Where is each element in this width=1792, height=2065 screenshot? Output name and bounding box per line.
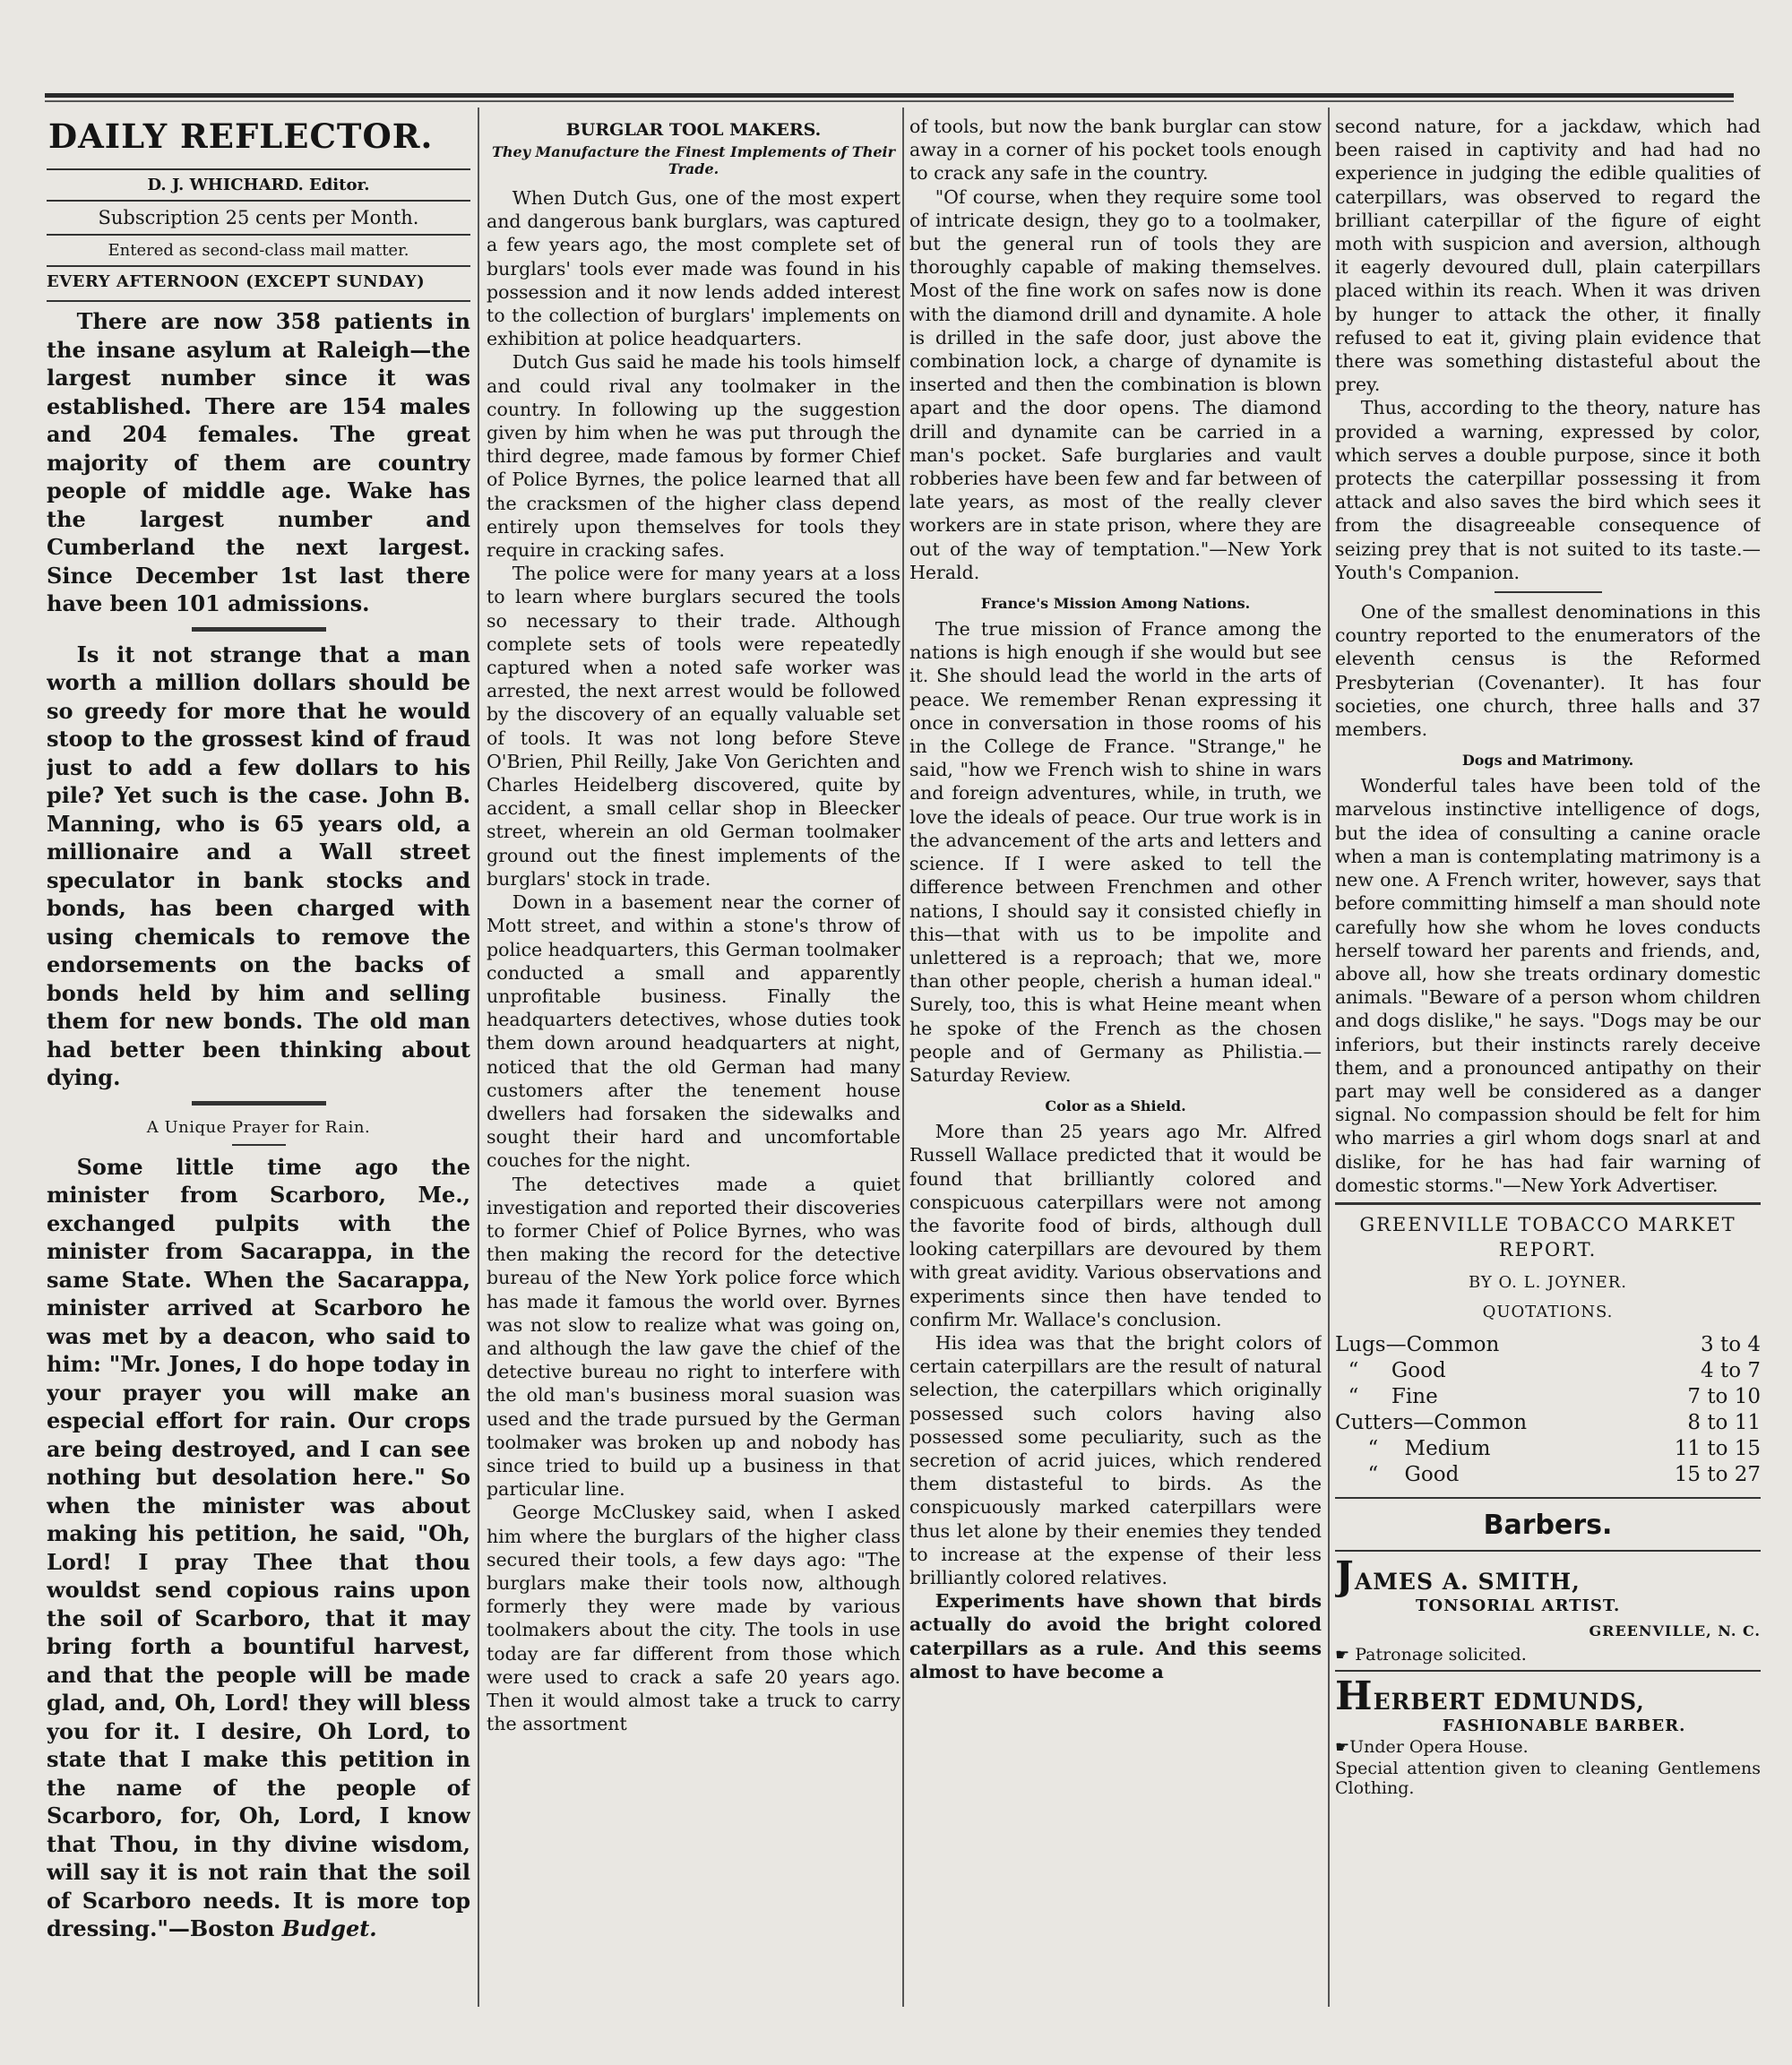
quotation-table: [1335, 1332, 1761, 1488]
prayer-paragraph: [47, 1153, 470, 1943]
quotation-row: [1335, 1462, 1761, 1488]
quotation-row: [1335, 1436, 1761, 1462]
pointing-hand-icon: ☛: [1335, 1645, 1350, 1665]
quotation-value: 3 to 4: [1701, 1332, 1761, 1356]
dogs-headline: Dogs and Matrimony.: [1461, 752, 1634, 770]
asylum-paragraph: There are now 358 patients in the insane asylum at Raleigh—the largest number since it was established. There are 154 males and 204 females. The great majority of them are country people of middle age. Wake has the largest number and Cumberland the next largest. Since December 1st last there have been 101 admissions.: [47, 308, 470, 616]
article-paragraph: of tools, but now the bank burglar can stow away in a corner of his pocket tools enough to crack any safe in the country.: [909, 116, 1322, 185]
prayer-text: Some little time ago the minister from Scarboro, Me., exchanged pulpits with the minister from Sacarappa, in the same State. When the Sacarappa, minister arrived at Scarboro he was met by a deacon, who said to him: "Mr. Jones, I do hope today in your prayer you will make an especial effort for rain. Our crops are being destroyed, and I can see nothing but desolation here." So when the minister was about making his petition, he said, "Oh, Lord! I pray Thee that thou wouldst send copious rains upon the soil of Scarboro, that it may bring forth a bountiful harvest, and that the people will be made glad, and, Oh, Lord! they will bless you for it. I desire, Oh Lord, to state that I make this petition in the name of the people of Scarboro, for, Oh, Lord, I know that Thou, in thy divine wisdom, will say it is not rain that the soil of Scarboro needs. It is more top dressing."—Boston: [47, 1153, 470, 1941]
divider: [47, 265, 470, 267]
column-divider: [478, 108, 479, 2007]
divider: [47, 200, 470, 202]
article-paragraph: Dutch Gus said he made his tools himself and could rival any toolmaker in the country. In following up the suggestion given by him when he was put through the third degree, made famous by former Chief of Police Byrnes, the police learned that all the cracksmen of the higher class depend entirely upon themselves for tools they require in cracking safes.: [487, 351, 900, 562]
masthead-entered: Entered as second-class mail matter.: [108, 241, 409, 260]
quotation-row: [1335, 1332, 1761, 1358]
prayer-headline: A Unique Prayer for Rain.: [146, 1117, 371, 1137]
color-headline: Color as a Shield.: [1045, 1097, 1186, 1115]
divider: [47, 234, 470, 236]
smith-note: [1335, 1645, 1761, 1665]
section-rule: [1495, 591, 1602, 593]
divider: [47, 300, 470, 302]
manning-paragraph: Is it not strange that a man worth a million dollars should be so greedy for more that he would stoop to the grossest kind of fraud just to add a few dollars to his pile? Yet such is the case. John B. Manning, who is 65 years old, a millionaire and a Wall street speculator in bank stocks and bonds, has been charged with using chemicals to remove the endorsements on the backs of bonds held by him and selling them for new bonds. The old man had better been thinking about dying.: [47, 641, 470, 1090]
quotation-label: “ Good: [1335, 1462, 1460, 1486]
quotation-value: 4 to 7: [1701, 1358, 1761, 1382]
smith-initial: J: [1335, 1553, 1355, 1599]
pointing-hand-icon: ☛: [1335, 1737, 1350, 1757]
edmunds-initial: H: [1335, 1673, 1374, 1719]
article-paragraph: Wonderful tales have been told of the marvelous instinctive intelligence of dogs, but the idea of consulting a canine oracle when a man is contemplating matrimony is a new one. A French writer, however, says that before committing himself a man should note carefully how she whom he loves conducts herself toward her parents and friends, and, above all, how she treats ordinary domestic animals. "Beware of a person whom children and dogs dislike," he says. "Dogs may be our inferiors, but their instincts rarely deceive them, and a pronounced antipathy on their part may well be considered as a danger signal. No compassion should be felt for him who marries a girl whom dogs snarl at and dislike, for he has had fair warning of domestic storms."—New York Advertiser.: [1335, 775, 1761, 1196]
quotation-label: “ Good: [1335, 1358, 1446, 1382]
smith-ad-name: [1335, 1553, 1761, 1599]
column-divider: [1328, 108, 1330, 2007]
column-4: [1335, 115, 1761, 2005]
section-rule: [192, 627, 326, 632]
article-paragraph: George McCluskey said, when I asked him where the burglars of the higher class secured their tools, a few days ago: "The burglars make their tools now, although formerly they were made by various toolmakers about the city. The tools in use today are far different from those which were used to crack a safe 20 years ago. Then it would almost take a truck to carry the assortment: [487, 1501, 900, 1735]
column-divider: [902, 108, 904, 2007]
smith-town: GREENVILLE, N. C.: [1589, 1622, 1761, 1639]
barbers-heading: Barbers.: [1483, 1509, 1613, 1541]
france-headline: France's Mission Among Nations.: [980, 595, 1251, 613]
article-paragraph: second nature, for a jackdaw, which had been raised in captivity and had had no experience in judging the edible qualities of caterpillars, was observed to regard the brilliant caterpillar of the figure of eight moth with suspicion and aversion, although it eagerly devoured dull, plain caterpillars placed within its reach. When it was driven by hunger to attack the other, it finally refused to eat it, giving plain evidence that there was something distasteful about the prey.: [1335, 116, 1761, 396]
divider: [1335, 1202, 1761, 1205]
masthead-subscription: Subscription 25 cents per Month.: [98, 207, 419, 228]
article-paragraph: Experiments have shown that birds actually do avoid the bright colored caterpillars as a rule. And this seems almost to have become a: [909, 1590, 1322, 1682]
column-2: [487, 115, 900, 2005]
article-paragraph: The police were for many years at a loss to learn where burglars secured the tools so necessary to their trade. Although complete sets of tools were repeatedly captured when a noted safe worker was arrested, the next arrest would be followed by the discovery of an equally valuable set of tools. It was not long before Steve O'Brien, Phil Reilly, Jake Von Gerichten and Charles Heidelberg discovered, quite by accident, a small cellar shop in Bleecker street, wherein an old German toolmaker ground out the finest implements of the burglars' stock in trade.: [487, 563, 900, 890]
edmunds-title: FASHIONABLE BARBER.: [1443, 1716, 1686, 1735]
market-title: GREENVILLE TOBACCO MARKET REPORT.: [1359, 1213, 1736, 1261]
smith-name: AMES A. SMITH,: [1354, 1568, 1581, 1595]
edmunds-name: ERBERT EDMUNDS,: [1373, 1688, 1645, 1715]
edmunds-location-text: Under Opera House.: [1349, 1736, 1529, 1757]
burglar-subheadline: They Manufacture the Finest Implements of Their Trade.: [491, 143, 896, 177]
quotation-label: Cutters—Common: [1335, 1410, 1528, 1434]
masthead-editor: D. J. WHICHARD. Editor.: [147, 176, 370, 194]
divider: [1335, 1497, 1761, 1499]
quotation-value: 11 to 15: [1674, 1436, 1761, 1460]
divider: [1335, 1550, 1761, 1552]
article-paragraph: One of the smallest denominations in this country reported to the enumerators of the eleventh census is the Reformed Presbyterian (Covenanter). It has four societies, one church, three halls and 37 members.: [1335, 601, 1761, 741]
article-paragraph: The detectives made a quiet investigation and reported their discoveries to former Chief of Police Byrnes, who was then making the record for the detective bureau of the New York police force which has made it famous the world over. Byrnes was not slow to realize what was going on, and although the law gave the chief of the detective bureau no right to interfere with the old man's business moral suasion was used and the trade pursued by the German toolmaker was broken up and nobody has since tried to build up a business in that particular line.: [487, 1173, 900, 1501]
section-rule: [192, 1101, 326, 1106]
masthead-schedule: EVERY AFTERNOON (EXCEPT SUNDAY): [47, 272, 426, 291]
quotation-value: 15 to 27: [1674, 1462, 1761, 1486]
article-paragraph: When Dutch Gus, one of the most expert and dangerous bank burglars, was captured a few years ago, the most complete set of burglars' tools ever made was found in his possession and it now lends added interest to the collection of burglars' implements on exhibition at police headquarters.: [487, 187, 900, 350]
smith-title: TONSORIAL ARTIST.: [1416, 1596, 1621, 1615]
market-byline: BY O. L. JOYNER.: [1468, 1272, 1628, 1292]
edmunds-location: [1335, 1737, 1761, 1757]
quotation-value: 7 to 10: [1687, 1384, 1761, 1408]
smith-note-text: Patronage solicited.: [1355, 1644, 1527, 1665]
column-3: [909, 115, 1322, 2005]
divider: [47, 168, 470, 170]
divider: [1335, 1670, 1761, 1672]
quotation-value: 8 to 11: [1687, 1410, 1761, 1434]
article-paragraph: Thus, according to the theory, nature has provided a warning, expressed by color, which serves a double purpose, since it both protects the caterpillar possessing it from attack and also saves the bird which sees it from the disagreeable consequence of seizing prey that is not suited to its taste.—Youth's Companion.: [1335, 397, 1761, 583]
article-paragraph: The true mission of France among the nations is high enough if she would but see it. She should lead the world in the arts of peace. We remember Renan expressing it once in conversation in those rooms of his in the College de France. "Strange," he said, "how we French wish to shine in wars and foreign adventures, while, in truth, we love the ideals of peace. Our true work is in the advancement of the arts and letters and science. If I were asked to tell the difference between Frenchmen and other nations, I should say it consisted chiefly in this—that with us to be impolite and unlettered is a reproach; that we, more than other people, cherish a human ideal." Surely, too, this is what Heine meant when he spoke of the French as the chosen people and of Germany as Philistia.—Saturday Review.: [909, 618, 1322, 1086]
edmunds-ad-name: [1335, 1673, 1761, 1719]
top-rule-thin: [45, 100, 1734, 102]
quotation-label: “ Fine: [1335, 1384, 1438, 1408]
edmunds-note: Special attention given to cleaning Gentlemens Clothing.: [1335, 1758, 1761, 1798]
prayer-source: Budget.: [281, 1915, 377, 1941]
quotation-row: [1335, 1358, 1761, 1384]
article-paragraph: Down in a basement near the corner of Mott street, and within a stone's throw of police headquarters, this German toolmaker conducted a small and apparently unprofitable business. Finally the headquarters detectives, whose duties took them down around headquarters at night, noticed that the old German had many customers after the tenement house dwellers had forsaken the sidewalks and sought their hard and uncomfortable couches for the night.: [487, 891, 900, 1172]
burglar-headline: BURGLAR TOOL MAKERS.: [565, 120, 822, 140]
quotation-row: [1335, 1384, 1761, 1410]
article-paragraph: His idea was that the bright colors of certain caterpillars are the result of natural selection, the caterpillars which originally possessed such colors having also possessed some peculiarity, such as the secretion of acrid juices, which rendered them distasteful to birds. As the conspicuously marked caterpillars were thus let alone by their enemies they tended to increase at the expense of their less brilliantly colored relatives.: [909, 1331, 1322, 1588]
column-1: [47, 115, 470, 2005]
market-quotations: QUOTATIONS.: [1482, 1302, 1614, 1321]
quotation-row: [1335, 1410, 1761, 1436]
quotation-label: “ Medium: [1335, 1436, 1491, 1460]
quotation-label: Lugs—Common: [1335, 1332, 1500, 1356]
article-paragraph: "Of course, when they require some tool of intricate design, they go to a toolmaker, but the general run of tools they are thoroughly capable of making themselves. Most of the fine work on safes now is done with the diamond drill and dynamite. A hole is drilled in the safe door, just above the combination lock, a charge of dynamite is inserted and then the combination is blown apart and the door opens. The diamond drill and dynamite can be carried in a man's pocket. Safe burglaries and vault robberies have been few and far between of late years, as most of the really clever workers are in state prison, where they are out of the way of temptation."—New York Herald.: [909, 185, 1322, 583]
top-rule: [45, 93, 1734, 98]
masthead-title: DAILY REFLECTOR.: [48, 116, 434, 156]
headline-rule: [232, 1144, 286, 1146]
article-paragraph: More than 25 years ago Mr. Alfred Russell Wallace predicted that it would be found that brilliantly colored and conspicuous caterpillars were not among the favorite food of birds, although dull looking caterpillars are devoured by them with great avidity. Various observations and experiments since then have tended to confirm Mr. Wallace's conclusion.: [909, 1121, 1322, 1330]
